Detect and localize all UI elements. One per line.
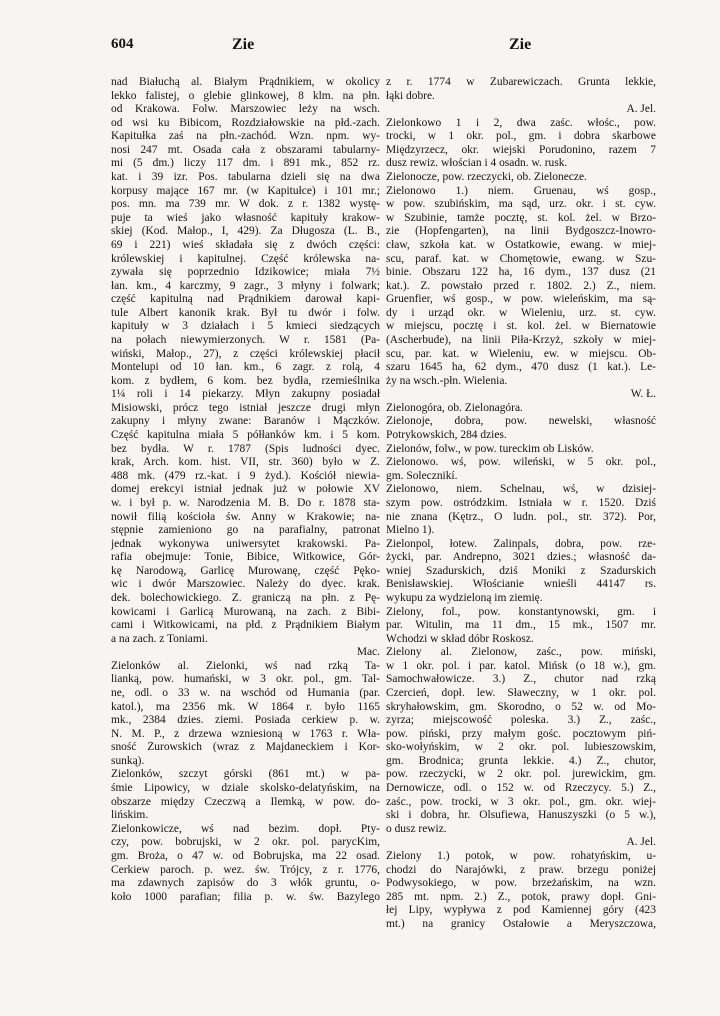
text-line: Zielonkowicze, wś nad bezim. dopł. Pty- — [111, 822, 380, 835]
text-line: Zielonowo. wś, pow. wileński, w 5 okr. pol., — [386, 456, 656, 469]
text-line: Gruenfier, wś gosp., w pow. wieleńskim, ma są- — [386, 293, 656, 306]
text-line: tule Albert kanonik krak. Był tu dwór i folw. — [111, 306, 380, 319]
text-line: Benisławskiej. Włościanie wnieśli 44147 rs. — [386, 578, 656, 591]
text-line: czy, pow. bobrujski, w 2 okr. pol. parycKim, — [111, 836, 380, 849]
text-line: dy i urząd okr. w Wieleniu, urz. st. cyw. — [386, 306, 656, 319]
text-line: o dusz rewiz. — [386, 822, 447, 835]
text-line: gm. Broża, o 47 w. od Bobrujska, ma 22 osad. — [111, 849, 380, 862]
text-line: 69 i 221) wieś składała się z dwóch części: — [111, 238, 380, 251]
text-line: lekko falistej, o glebie glinkowej, 8 klm. na płn. — [111, 89, 380, 102]
text-line: jednak wykonywa uniwersytet krakowski. Pa- — [111, 537, 380, 550]
text-line: wniej Szadurskich, dziś Moniki z Szadurskich — [386, 564, 656, 577]
text-line: łej Lipy, wypływa z pod Kamiennej góry (423 — [386, 904, 656, 917]
text-line: katol.), ma 2356 mk. W 1864 r. było 1165 — [111, 700, 380, 713]
text-line: scu, par. kat. w Wieleniu, ew. w miejscu. Ob- — [386, 347, 656, 360]
text-line: kapituły w 3 działach i 5 kmieci siedzących — [111, 320, 380, 333]
text-line: W. Ł. — [630, 388, 656, 401]
text-line: zakupny i młyny zwane: Baranów i Mączków. — [111, 415, 380, 428]
text-line: 1¼ roli i 14 piekarzy. Młyn zakupny posiadał — [111, 388, 380, 401]
text-line: gm. Solecznikí. — [386, 469, 458, 482]
text-line: zywała się poprzednio Idzikowice; miała 7½ — [111, 266, 380, 279]
text-line: sunką). — [111, 754, 145, 767]
text-line: Podwysokiego, w pow. brzeżańskim, na wzn. — [386, 877, 656, 890]
text-line: obszarze między Czeczwą a Ilemką, w pow. do- — [111, 795, 380, 808]
text-line: Zielony al. Zielonow, zaśc., pow. miński, — [386, 646, 656, 659]
text-line: Zielonoje, dobra, pow. newelski, własność — [386, 415, 656, 428]
text-line: pow. rzeczycki, w 2 okr. pol. jurewickim, gm. — [386, 768, 656, 781]
text-line: część kapitulną nad Prądnikiem darował kapi- — [111, 293, 380, 306]
text-line: 488 mk. (479 rz.-kat. i 9 żyd.). Kościół niewia- — [111, 469, 380, 482]
text-line: w pow. szubińskim, ma sąd, urz. okr. i st. cyw. — [386, 198, 656, 211]
text-line: ski i dobra, hr. Olsufiewa, Hanuszyszki (o 5 w.), — [386, 809, 656, 822]
text-line: ma zdawnych zapisów do 3 włók gruntu, o- — [111, 877, 380, 890]
text-line: wiński, Małop., 27), z części królewskiej płacił — [111, 347, 380, 360]
text-line: puje ta wieś jako własność kapituły krakow- — [111, 211, 380, 224]
left-text-column — [111, 76, 380, 904]
text-line: Potrykowskich, 284 dzies. — [386, 429, 507, 442]
text-line: życki, par. Andrepno, 3021 dzies.; własność da- — [386, 551, 656, 564]
text-line: ży na wsch.-płn. Wielenia. — [386, 374, 508, 387]
text-line: bez bydła. W r. 1787 (Spis ludności dyec. — [111, 442, 380, 455]
text-line: dek. bolechowickiego. Z. graniczą na płn. z Pę- — [111, 591, 380, 604]
text-line: sność Żurowskich (wraz z Majdaneckiem i Kor- — [111, 741, 380, 754]
text-line: a na zach. z Toniami. — [111, 632, 208, 645]
text-line: Wchodzi w skład dóbr Roskosz. — [386, 632, 534, 645]
text-line: Zielonocze, pow. rzeczycki, ob. Zielonecze. — [386, 171, 587, 184]
text-line: lianką, pow. humański, w 3 okr. pol., gm. Tal- — [111, 673, 380, 686]
text-line: kom. z bydłem, 6 kom. bez bydła, rzemieślnika — [111, 374, 380, 387]
text-line: Zielonów, folw., w pow. tureckim ob Lisków. — [386, 442, 594, 455]
text-line: dusz rewiz. włościan i 4 osadn. w. rusk. — [386, 157, 568, 170]
text-line: łan. km., 4 karczmy, 9 zagr., 3 młyny i folwark; — [111, 279, 380, 292]
running-head-left: Zie — [232, 36, 255, 53]
text-line: mi (5 dm.) liczy 117 dm. i 891 mk., 852 rz. — [111, 157, 380, 170]
text-line: Czercień, dopł. lew. Sławeczny, w 1 okr. pol. — [386, 687, 656, 700]
text-line: zie (Hopfengarten), na linii Bydgoszcz-Inowro- — [386, 225, 656, 238]
text-line: z r. 1774 w Zubarewiczach. Grunta lekkie, — [386, 76, 656, 88]
text-line: Zielony 1.) potok, w pow. rohatyńskim, u- — [386, 849, 656, 862]
text-line: nad Białuchą al. Białym Prądnikiem, w okolicy — [111, 76, 380, 88]
text-line: mt.) na granicy Ostałowie a Meryszczowa, — [386, 917, 656, 930]
text-line: Zielonpol, łotew. Zalinpals, dobra, pow. rze- — [386, 537, 656, 550]
text-line: Montelupi od 10 łan. km., 6 zagr. z rolą, 4 — [111, 361, 380, 374]
text-line: pow. piński, przy małym gośc. pocztowym piń- — [386, 727, 656, 740]
text-line: kat. i 39 izr. Pos. tabularna dzieli się na dwa — [111, 171, 380, 184]
text-line: kę Narodową, Garlicę Murowanę, część Pęko- — [111, 564, 380, 577]
text-line: wykupu za wydzieloną im ziemię. — [386, 591, 543, 604]
text-line: Mac. — [356, 646, 380, 659]
text-line: Zielonowo 1.) niem. Gruenau, wś gosp., — [386, 184, 656, 197]
text-line: Dernowicze, odl. o 152 w. od Rzeczycy. 5.) Z., — [386, 782, 656, 795]
text-line: królewskiej i kapitulnej. Część królewska na- — [111, 252, 380, 265]
running-head-right: Zie — [509, 36, 532, 53]
text-line: Zielonkowo 1 i 2, dwa zaśc. włośc., pow. — [386, 116, 656, 129]
text-line: Zielonków, szczyt górski (861 mt.) w pa- — [111, 768, 380, 781]
text-line: Zielonowo, niem. Schelnau, wś, w dzisiej- — [386, 483, 656, 496]
right-text-column — [386, 76, 656, 931]
text-line: cław, szkoła kat. w Ostatkowie, ewang. w miej- — [386, 238, 656, 251]
text-line: zaśc., pow. trocki, w 3 okr. pol., gm. okr. wiej- — [386, 795, 656, 808]
text-line: ne, odl. o 33 w. na wschód od Humania (par. — [111, 687, 380, 700]
text-line: Samochwałowicze. 3.) Z., chutor nad rzką — [386, 673, 656, 686]
text-line: lińskim. — [111, 809, 149, 822]
text-line: A. Jel. — [626, 836, 656, 849]
text-line: w Szubinie, tamże pocztę, st. kol. żel. w Brzo- — [386, 211, 656, 224]
text-line: Misiowski, prócz tego istniał jeszcze drugi młyn — [111, 401, 380, 414]
text-line: chodzi do Narajówki, z praw. brzegu poniżej — [386, 863, 656, 876]
text-line: Zielonków al. Zielonki, wś nad rzką Ta- — [111, 659, 380, 672]
text-line: nosi 247 mt. Osada cała z obszarami tabularny- — [111, 143, 380, 156]
text-line: gm. Brodnica; grunta lekkie. 4.) Z., chutor, — [386, 754, 656, 767]
text-line: N. M. P., z drzewa wzniesioną w 1763 r. Wła- — [111, 727, 380, 740]
text-line: scu, paraf. kat. w Chomętowie, ewang. w Szu- — [386, 252, 656, 265]
text-line: Zielonogóra, ob. Zielonagóra. — [386, 401, 523, 414]
text-line: sko-wołyńskim, w 2 okr. pol. lubieszowskim, — [386, 741, 656, 754]
text-line: par. Witulin, ma 11 dm., 15 mk., 1507 mr. — [386, 619, 656, 632]
text-line: Kapitułka zaś na płn.-zachód. Wzn. npm. wy- — [111, 130, 380, 143]
text-line: pos. mn. ma 739 mr. W dok. z r. 1382 wystę- — [111, 198, 380, 211]
text-line: skryhałowskim, gm. Skorodno, o 52 w. od Mo- — [386, 700, 656, 713]
text-line: nowił filią kościoła św. Anny w Krakowie; na- — [111, 510, 380, 523]
text-line: trocki, w 1 okr. pol., gm. i dobra skarbowe — [386, 130, 656, 143]
text-line: krak, Arch. kom. hist. VII, str. 360) było w Z. — [111, 456, 380, 469]
text-line: korpusy mające 167 mr. (w Kapitułce) i 101 mr.; — [111, 184, 380, 197]
text-line: koło 1000 parafian; filia p. w. św. Bazylego — [111, 890, 380, 903]
text-line: w 1 okr. pol. i par. katol. Mińsk (o 18 w.), gm. — [386, 659, 656, 672]
text-line: 285 mt. npm. 2.) Z., potok, prawy dopł. Gni- — [386, 890, 656, 903]
text-line: Mielno 1). — [386, 524, 435, 537]
text-line: szym pow. ostródzkim. Istniała w r. 1520. Dziś — [386, 496, 656, 509]
text-line: w miejscu, pocztę i st. kol. żel. w Biernatowie — [386, 320, 656, 333]
text-line: wic i dwór Marszowiec. Należy do dyec. krak. — [111, 578, 380, 591]
text-line: binie. Obszaru 122 ha, 16 dym., 137 dusz (21 — [386, 266, 656, 279]
text-line: domej erekcyi istniał jednak już w połowie XV — [111, 483, 380, 496]
text-line: Część kapitulna miała 5 półłanków km. i 5 kom. — [111, 429, 380, 442]
text-line: mk., 2384 dzies. ziemi. Posiada cerkiew p. w. — [111, 714, 380, 727]
text-line: w. i był p. w. Narodzenia M. B. Do r. 1878 sta- — [111, 496, 380, 509]
text-line: szaru 1645 ha, 62 dym., 470 dusz (1 kat.). Le- — [386, 361, 656, 374]
text-line: rafia obejmuje: Tonie, Bibice, Witkowice, Gór- — [111, 551, 380, 564]
text-line: Międzyrzecz, okr. wiejski Porudonino, razem 7 — [386, 143, 656, 156]
text-line: skiej (Kod. Małop., I, 429). Za Długosza (L. B., — [111, 225, 380, 238]
text-line: Cerkiew paroch. p. wez. św. Trójcy, z r. 1776, — [111, 863, 380, 876]
text-line: stępnie zamieniono go na parafialny, patronat — [111, 524, 380, 537]
text-line: łąki dobre. — [386, 89, 435, 102]
text-line: cami i Witkowicami, na płd. z Prądnikiem Białym — [111, 619, 380, 632]
text-line: zyrza; miejscowość poleska. 3.) Z., zaśc., — [386, 714, 656, 727]
text-line: Zielony, fol., pow. konstantynowski, gm. i — [386, 605, 656, 618]
text-line: kat.). Z. powstało przed r. 1802. 2.) Z., niem. — [386, 279, 656, 292]
text-line: od wsi ku Bibicom, Rozdziałowskie na płd.-zach. — [111, 116, 380, 129]
text-line: od Krakowa. Folw. Marszowiec leży na wsch. — [111, 103, 380, 116]
text-line: A. Jel. — [626, 103, 656, 116]
text-line: śmie Lipowicy, w dziale skolsko-delatyńskim, na — [111, 782, 380, 795]
page-number: 604 — [111, 36, 134, 52]
text-line: nie znana (Kętrz., O ludn. pol., str. 372). Por, — [386, 510, 656, 523]
text-line: na połach niewymierzonych. W r. 1581 (Pa- — [111, 333, 380, 346]
text-line: kowicami i Garlicą Murowaną, na zach. z Bibi- — [111, 605, 380, 618]
text-line: (Ascherbude), na linii Piła-Krzyż, szkoły w miej- — [386, 333, 656, 346]
